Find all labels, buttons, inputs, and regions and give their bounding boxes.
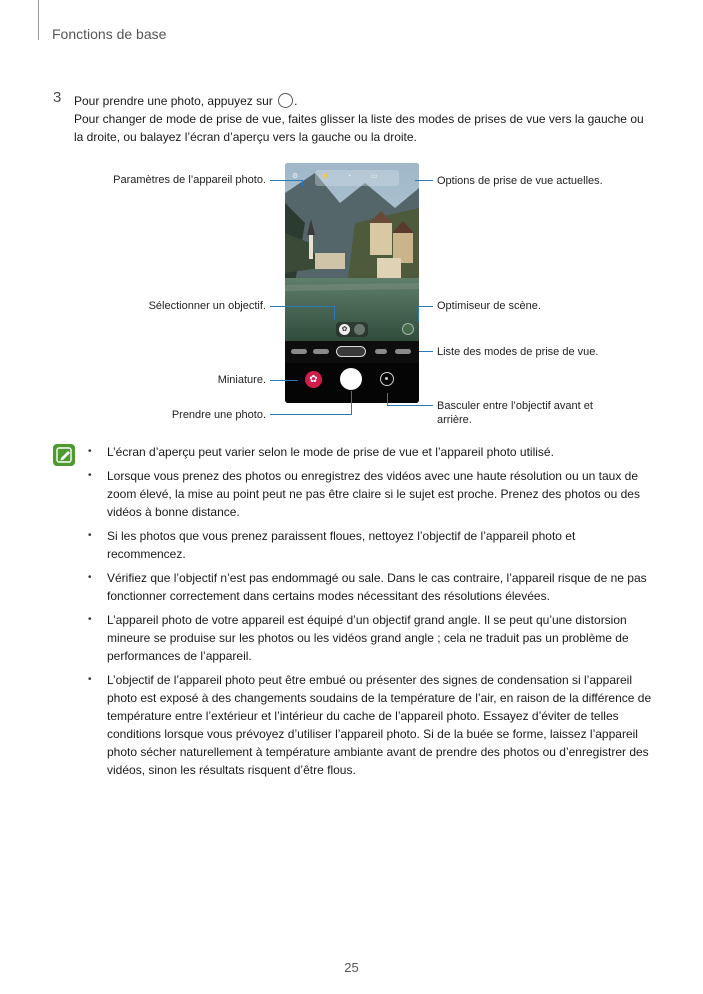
list-item: • Lorsque vous prenez des photos ou enregistrez des vidéos avec une haute résolution ou un taux de zoom élevé, la mise au point peut ne pas être claire si le sujet est proche. Prenez des photos ou des vidéos à bonne distance. xyxy=(88,467,653,521)
callout-line-lens-tick xyxy=(334,306,335,320)
callout-take-photo: Prendre une photo. xyxy=(171,409,266,421)
mode-item[interactable] xyxy=(313,349,329,354)
callout-mode-list: Liste des modes de prise de vue. xyxy=(437,346,599,358)
callout-line-thumbnail xyxy=(270,380,298,381)
callout-line-switch-tick xyxy=(387,393,388,406)
notes-list xyxy=(88,443,653,785)
mode-item[interactable] xyxy=(291,349,307,354)
ratio-icon[interactable]: ▭ xyxy=(371,173,378,180)
callout-line-scene-tick xyxy=(418,306,419,322)
shutter-button-icon xyxy=(278,93,293,108)
settings-gear-icon[interactable]: ⚙ xyxy=(292,173,299,180)
camera-bottom-bar xyxy=(285,363,419,403)
page-number: 25 xyxy=(344,960,359,975)
lens-selector[interactable] xyxy=(336,322,368,337)
callout-thumbnail: Miniature. xyxy=(217,374,266,386)
list-item: • L’objectif de l’appareil photo peut être embué ou présenter des signes de condensation si l’appareil photo est exposé à des changements soudains de la température de l’air, en raison de la différence de température entre l’extérieur et l’intérieur du cache de l’appareil photo. Essayez d’éviter de telles conditions lorsque vous prévoyez d’utiliser l’appareil photo. Si de la buée se forme, laissez l’appareil photo sécher naturellement à température ambiante avant de prendre des photos ou d’enregistrer des vidéos, sinon les résultats risquent d’être flous. xyxy=(88,671,653,779)
timer-icon[interactable]: ◔ xyxy=(347,173,352,180)
lens-ultrawide-icon[interactable]: ✿ xyxy=(339,324,350,335)
callout-current-options: Options de prise de vue actuelles. xyxy=(437,175,603,187)
shooting-mode-list[interactable] xyxy=(285,341,419,363)
callout-line-switch xyxy=(387,405,433,406)
header-rule xyxy=(38,0,39,40)
callout-line-lens xyxy=(270,306,334,307)
list-item: • Vérifiez que l’objectif n’est pas endommagé ou sale. Dans le cas contraire, l’appareil risque de ne pas fonctionner correctement dans certains modes nécessitant des résolutions élevées. xyxy=(88,569,653,605)
lens-wide-icon[interactable] xyxy=(354,324,365,335)
mode-item[interactable] xyxy=(375,349,387,354)
step-instruction xyxy=(74,92,298,110)
shutter-button[interactable] xyxy=(340,368,362,390)
section-title: Fonctions de base xyxy=(52,26,167,42)
callout-switch-camera: Basculer entre l’objectif avant et arrière. xyxy=(437,400,593,426)
mode-item-selected[interactable] xyxy=(336,346,366,357)
list-item: • L’appareil photo de votre appareil est équipé d’un objectif grand angle. Il se peut qu’une distorsion mineure se produise sur les photos ou les vidéos grand angle ; cela ne traduit pas un problème de performances de l’appareil. xyxy=(88,611,653,665)
thumbnail-icon[interactable]: ✿ xyxy=(305,371,322,388)
callout-line-scene xyxy=(418,306,433,307)
step-instruction-text: Pour prendre une photo, appuyez sur xyxy=(74,94,273,108)
step-instruction-end: . xyxy=(294,94,298,108)
mode-item[interactable] xyxy=(395,349,411,354)
step-description: Pour changer de mode de prise de vue, faites glisser la liste des modes de prises de vue vers la gauche ou la droite, ou balayez l’écran d’aperçu vers la gauche ou la droite. xyxy=(74,112,644,144)
note-pencil-icon xyxy=(53,444,75,466)
flash-icon[interactable]: ⚡ xyxy=(321,173,330,180)
camera-preview-screen xyxy=(285,163,419,403)
callout-camera-settings: Paramètres de l’appareil photo. xyxy=(113,174,266,186)
list-item: • Si les photos que vous prenez paraissent floues, nettoyez l’objectif de l’appareil photo et recommencez. xyxy=(88,527,653,563)
list-item: • L’écran d’aperçu peut varier selon le mode de prise de vue et l’appareil photo utilisé. xyxy=(88,443,653,461)
switch-camera-icon[interactable] xyxy=(380,372,394,386)
callout-line-shutter xyxy=(270,414,352,415)
callout-line-options xyxy=(415,180,433,181)
scene-optimizer-icon[interactable] xyxy=(402,323,414,335)
callout-line-settings-tick xyxy=(302,180,303,187)
callout-select-lens: Sélectionner un objectif. xyxy=(148,300,266,312)
step-number: 3 xyxy=(53,89,62,106)
callout-line-settings xyxy=(270,180,302,181)
current-options-bar[interactable] xyxy=(315,170,399,186)
callout-scene-optimizer: Optimiseur de scène. xyxy=(437,300,541,312)
callout-line-modes xyxy=(419,351,433,352)
callout-line-shutter-tick xyxy=(351,391,352,415)
